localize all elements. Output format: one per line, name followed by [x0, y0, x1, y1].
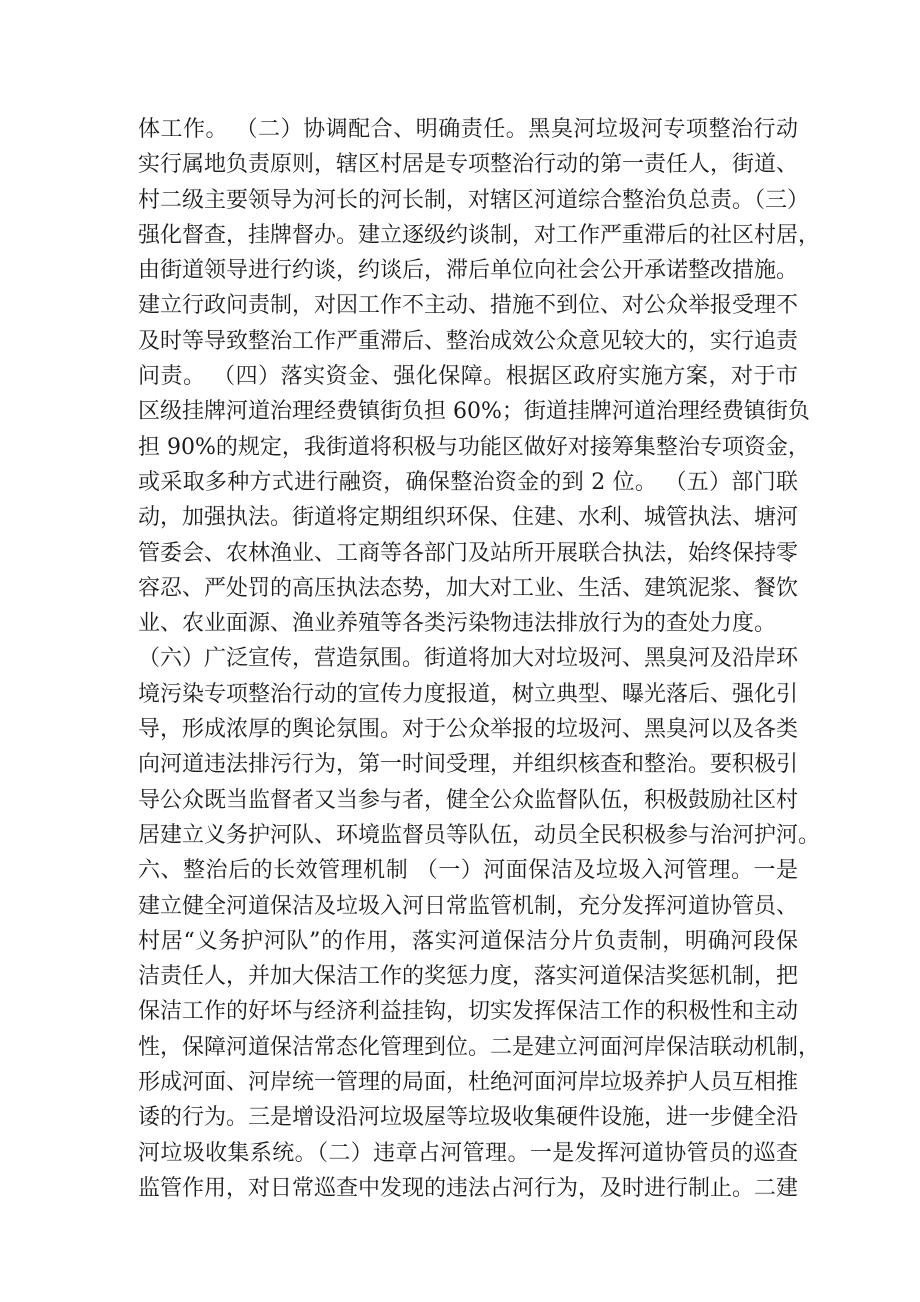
text-line: 监管作用，对日常巡查中发现的违法占河行为，及时进行制止。二建	[138, 1175, 799, 1201]
text-line: 导公众既当监督者又当参与者，健全公众监督队伍，积极鼓励社区村	[138, 787, 799, 813]
text-line: 实行属地负责原则，辖区村居是专项整治行动的第一责任人，街道、	[138, 152, 799, 178]
text-line: 容忍、严处罚的高压执法态势，加大对工业、生活、建筑泥浆、餐饮	[138, 575, 799, 601]
text-line: 导，形成浓厚的舆论氛围。对于公众举报的垃圾河、黑臭河以及各类	[138, 717, 799, 743]
text-line: 向河道违法排污行为，第一时间受理，并组织核查和整治。要积极引	[138, 752, 799, 778]
body-text	[138, 112, 821, 1206]
text-line: 动，加强执法。街道将定期组织环保、住建、水利、城管执法、塘河	[138, 505, 799, 531]
text-line: 形成河面、河岸统一管理的局面，杜绝河面河岸垃圾养护人员互相推	[138, 1070, 799, 1096]
text-line: 六、整治后的长效管理机制 （一）河面保洁及垃圾入河管理。一是	[138, 858, 798, 884]
text-line: 强化督查，挂牌督办。建立逐级约谈制，对工作严重滞后的社区村居，	[138, 222, 821, 248]
text-line: 及时等导致整治工作严重滞后、整治成效公众意见较大的，实行追责	[138, 328, 799, 354]
text-line: 担 90%的规定，我街道将积极与功能区做好对接筹集整治专项资金，	[138, 434, 810, 460]
text-line: 性，保障河道保洁常态化管理到位。二是建立河面河岸保洁联动机制，	[138, 1034, 821, 1060]
text-line: 洁责任人，并加大保洁工作的奖惩力度，落实河道保洁奖惩机制，把	[138, 964, 799, 990]
text-line: 居建立义务护河队、环境监督员等队伍，动员全民积极参与治河护河。	[138, 822, 821, 848]
text-line: 问责。 （四）落实资金、强化保障。根据区政府实施方案，对于市	[138, 364, 798, 390]
text-line: 保洁工作的好坏与经济利益挂钩，切实发挥保洁工作的积极性和主动	[138, 999, 799, 1025]
text-line: 管委会、农林渔业、工商等各部门及站所开展联合执法，始终保持零	[138, 540, 799, 566]
text-line: 或采取多种方式进行融资，确保整治资金的到 2 位。 （五）部门联	[138, 469, 798, 495]
text-line: 业、农业面源、渔业养殖等各类污染物违法排放行为的查处力度。	[138, 611, 777, 637]
text-line: 建立行政问责制，对因工作不主动、措施不到位、对公众举报受理不	[138, 293, 799, 319]
text-line: 境污染专项整治行动的宣传力度报道，树立典型、曝光落后、强化引	[138, 681, 799, 707]
text-line: 村二级主要领导为河长的河长制，对辖区河道综合整治负总责。（三）	[138, 187, 810, 213]
text-line: 体工作。 （二）协调配合、明确责任。黑臭河垃圾河专项整治行动	[138, 117, 798, 142]
text-line: 村居“义务护河队”的作用，落实河道保洁分片负责制，明确河段保	[138, 928, 798, 954]
text-line: （六）广泛宣传，营造氛围。街道将加大对垃圾河、黑臭河及沿岸环	[138, 646, 799, 672]
text-line: 区级挂牌河道治理经费镇街负担 60%；街道挂牌河道治理经费镇街负	[138, 399, 810, 425]
text-line: 建立健全河道保洁及垃圾入河日常监管机制，充分发挥河道协管员、	[138, 893, 799, 919]
text-line: 河垃圾收集系统。（二）违章占河管理。一是发挥河道协管员的巡查	[138, 1140, 798, 1166]
text-line: 由街道领导进行约谈，约谈后，滞后单位向社会公开承诺整改措施。	[138, 258, 799, 284]
text-line: 诿的行为。三是增设沿河垃圾屋等垃圾收集硬件设施，进一步健全沿	[138, 1105, 799, 1131]
